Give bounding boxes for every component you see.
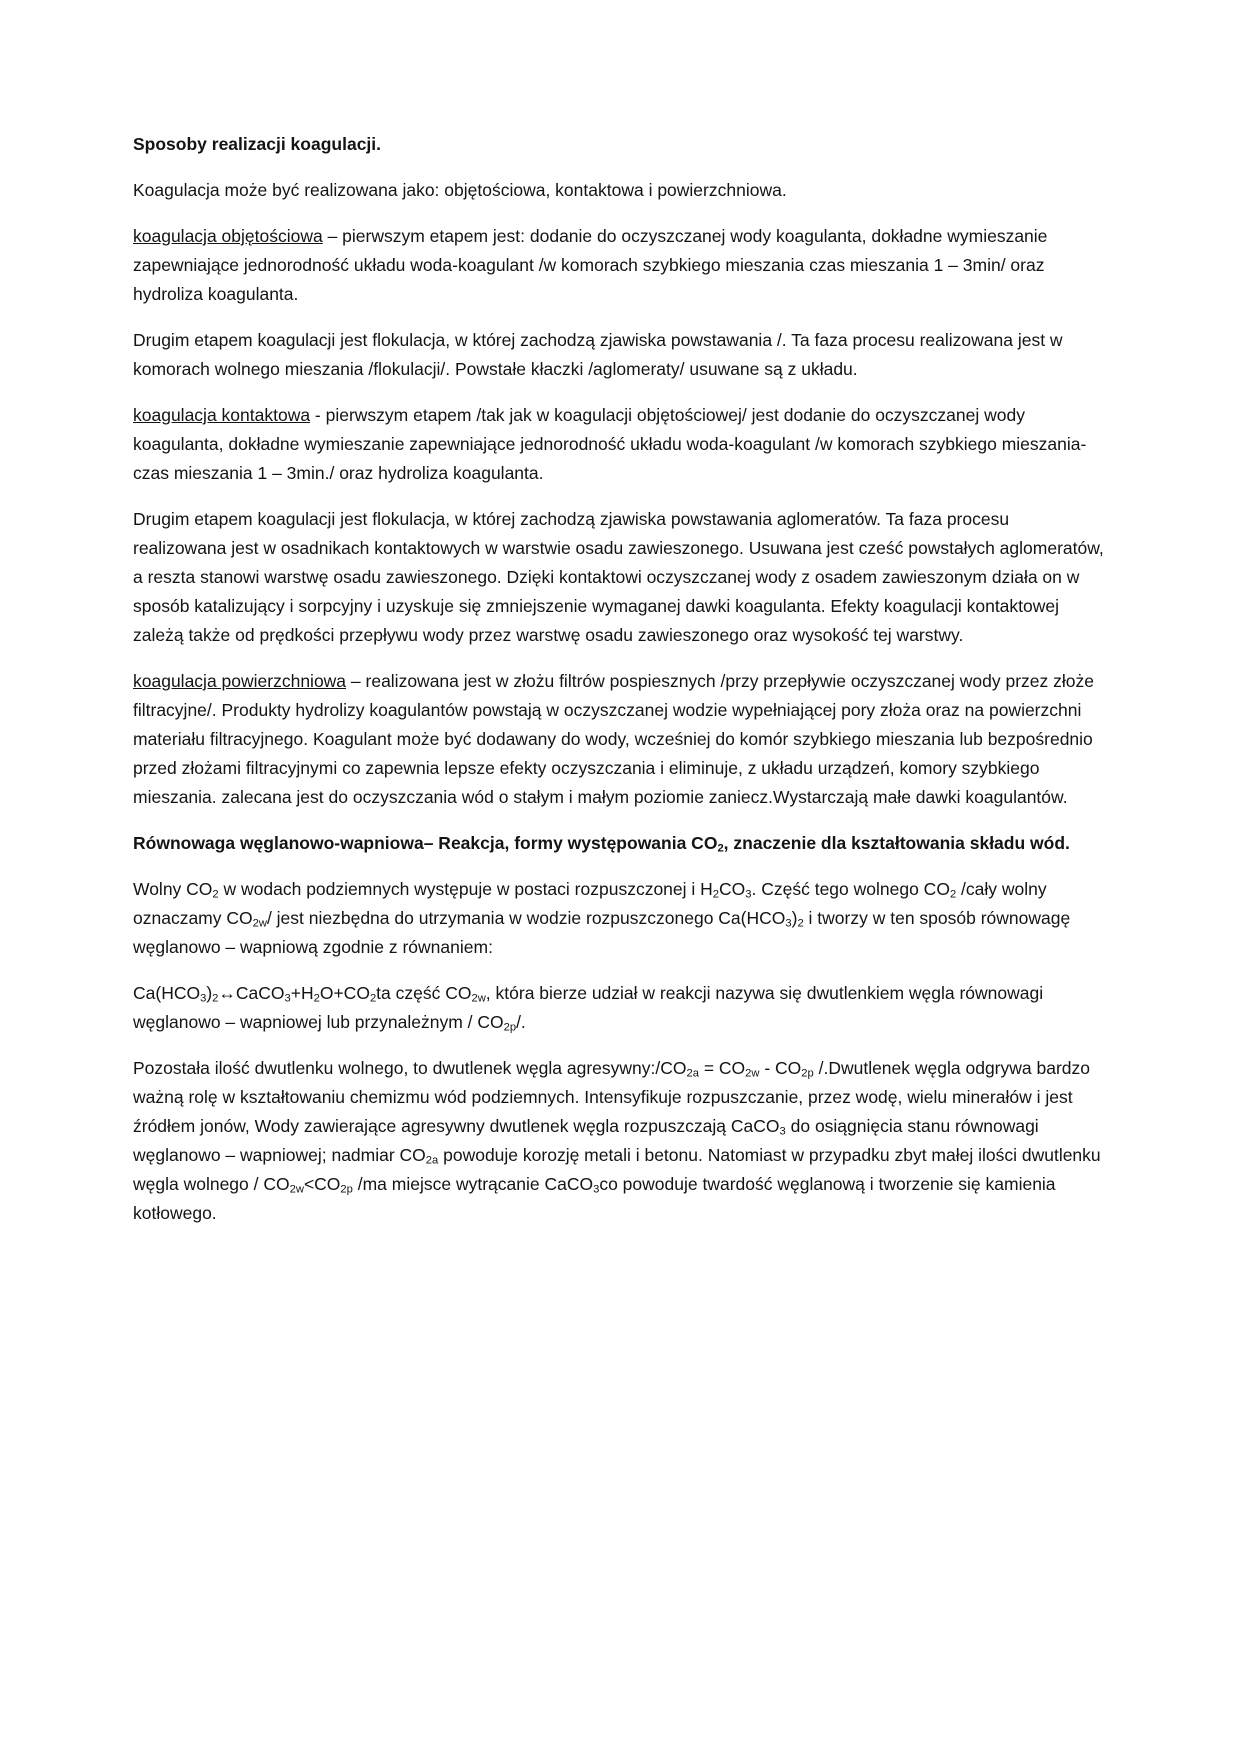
text-run: /cały wolny oznaczamy CO [133, 879, 1047, 928]
text-run: w wodach podziemnych występuje w postaci rozpuszczonej i H [218, 879, 713, 899]
subscript-text: 2p [503, 1021, 517, 1034]
text-run: – realizowana jest w złożu filtrów pospiesznych /przy przepływie oczyszczanej wody przez złoże filtracyjne/. Produkty hydrolizy koagulantów powstają w oczyszczanej wodzie wypełniającej pory złoża oraz na powierzchni materiału filtracyjnego. Koagulant może być dodawany do wody, wcześniej do komór szybkiego mieszania lub bezpośrednio przed złożami filtracyjnymi co zapewnia lepsze efekty oczyszczania i eliminuje, z układu urządzeń, komory szybkiego mieszania. zalecana jest do oczyszczania wód o stałym i małym poziomie zaniecz.Wystarczają małe dawki koagulantów. [133, 671, 1094, 807]
paragraph [133, 1054, 1107, 1228]
text-run: do osiągnięcia stanu równowagi węglanowo – wapniowej; nadmiar CO [133, 1116, 1039, 1165]
subscript-text: 2 [313, 992, 320, 1005]
paragraph [133, 326, 1107, 384]
text-run: Sposoby realizacji koagulacji. [133, 134, 382, 154]
subscript-text: 2w [289, 1183, 304, 1196]
subscript-text: 2p [340, 1183, 353, 1196]
paragraph [133, 401, 1107, 488]
subscript-text: 2 [797, 917, 804, 930]
text-run: , znaczenie dla kształtowania składu wód. [723, 833, 1070, 853]
paragraph [133, 222, 1107, 309]
text-run: powoduje korozję metali i betonu. Natomiast w przypadku zbyt małej ilości dwutlenku węgla wolnego / CO [133, 1145, 1101, 1194]
text-run: O+CO [319, 983, 370, 1003]
subscript-text: 3 [779, 1125, 786, 1138]
subscript-text: 2w [252, 917, 267, 930]
text-run: Wolny CO [133, 879, 213, 899]
text-run: = CO [698, 1058, 746, 1078]
subscript-text: 3 [785, 917, 792, 930]
subscript-text: 3 [200, 992, 207, 1005]
paragraph [133, 667, 1107, 812]
text-run: – pierwszym etapem jest: dodanie do oczyszczanej wody koagulanta, dokładne wymieszanie zapewniające jednorodność układu woda-koagulant /w komorach szybkiego mieszania czas mieszania 1 – 3min/ oraz hydroliza koagulanta. [133, 226, 1048, 304]
document-body [133, 130, 1107, 1228]
section-heading [133, 829, 1107, 858]
underlined-term: koagulacja kontaktowa [133, 405, 311, 425]
text-run: +H [290, 983, 314, 1003]
subscript-text: 2w [471, 992, 486, 1005]
text-run: <CO [303, 1174, 341, 1194]
subscript-text: 2a [425, 1154, 439, 1167]
subscript-text: 2w [745, 1067, 760, 1080]
text-run: CO [719, 879, 746, 899]
text-run: - CO [759, 1058, 802, 1078]
subscript-text: 2p [801, 1067, 814, 1080]
text-run: / jest niezbędna do utrzymania w wodzie rozpuszczonego Ca(HCO [266, 908, 786, 928]
paragraph [133, 875, 1107, 962]
subscript-text: 3 [284, 992, 291, 1005]
text-run: ) [791, 908, 798, 928]
text-run: /ma miejsce wytrącanie CaCO [352, 1174, 594, 1194]
subscript-text: 2 [949, 888, 957, 901]
paragraph [133, 505, 1107, 650]
text-run: ↔CaCO [218, 983, 285, 1003]
text-run: i tworzy w ten sposób równowagę węglanowo – wapniową zgodnie z równaniem: [133, 908, 1071, 957]
subscript-text: 2 [212, 888, 219, 901]
text-run: /. [516, 1012, 526, 1032]
text-run: /.Dwutlenek węgla odgrywa bardzo ważną rolę w kształtowaniu chemizmu wód podziemnych. Intensyfikuje rozpuszczanie, przez wodę, wielu minerałów i jest źródłem jonów, Wody zawierające agresywny dwutlenek węgla rozpuszczają CaCO [133, 1058, 1090, 1136]
text-run: Drugim etapem koagulacji jest flokulacja, w której zachodzą zjawiska powstawania /. Ta faza procesu realizowana jest w komorach wolnego mieszania /flokulacji/. Powstałe kłaczki /aglomeraty/ usuwane są z układu. [133, 330, 1063, 379]
text-run: . Część tego wolnego CO [751, 879, 950, 899]
text-run: co powoduje twardość węglanową i tworzenie się kamienia kotłowego. [133, 1174, 1056, 1223]
text-run: - pierwszym etapem /tak jak w koagulacji objętościowej/ jest dodanie do oczyszczanej wody koagulanta, dokładne wymieszanie zapewniające jednorodność układu woda-koagulant /w komorach szybkiego mieszania-czas mieszania 1 – 3min./ oraz hydroliza koagulanta. [133, 405, 1087, 483]
text-run: Równowaga węglanowo-wapniowa– Reakcja, formy występowania CO [133, 833, 718, 853]
text-run: Drugim etapem koagulacji jest flokulacja, w której zachodzą zjawiska powstawania aglomeratów. Ta faza procesu realizowana jest w osadnikach kontaktowych w warstwie osadu zawieszonego. Usuwana jest cześć powstałych aglomeratów, a reszta stanowi warstwę osadu zawieszonego. Dzięki kontaktowi oczyszczanej wody z osadem zawieszonym działa on w sposób katalizujący i sorpcyjny i uzyskuje się zmniejszenie wymaganej dawki koagulanta. Efekty koagulacji kontaktowej zależą także od prędkości przepływu wody przez warstwę osadu zawieszonego oraz wysokość tej warstwy. [133, 509, 1104, 645]
text-run: , która bierze udział w reakcji nazywa się dwutlenkiem węgla równowagi węglanowo – wapniowej lub przynależnym / CO [133, 983, 1044, 1032]
text-run: Koagulacja może być realizowana jako: objętościowa, kontaktowa i powierzchniowa. [133, 180, 787, 200]
subscript-text: 2 [712, 888, 720, 901]
doc-title [133, 130, 1107, 159]
text-run: Ca(HCO [133, 983, 201, 1003]
subscript-text: 2a [686, 1067, 699, 1080]
subscript-text: 3 [593, 1183, 600, 1196]
equation-paragraph [133, 979, 1107, 1037]
underlined-term: koagulacja powierzchniowa [133, 671, 347, 691]
text-run: Pozostała ilość dwutlenku wolnego, to dwutlenek węgla agresywny:/CO [133, 1058, 687, 1078]
underlined-term: koagulacja objętościowa [133, 226, 323, 246]
text-run: ta część CO [376, 983, 472, 1003]
subscript-text: 3 [745, 888, 752, 901]
subscript-text: 2 [369, 992, 377, 1005]
paragraph [133, 176, 1107, 205]
subscript-text: 2 [717, 842, 724, 855]
text-run: ) [206, 983, 213, 1003]
subscript-text: 2 [212, 992, 219, 1005]
